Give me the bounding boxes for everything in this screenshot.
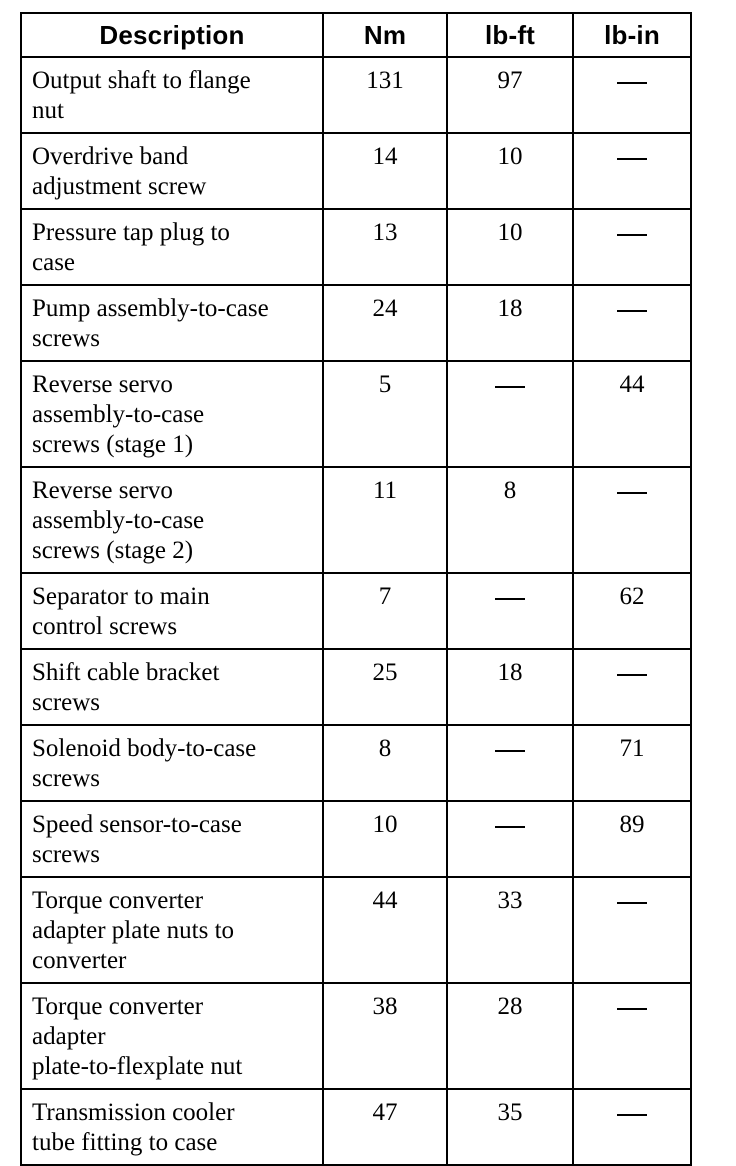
lb-ft-value	[447, 725, 573, 801]
table-row	[21, 1089, 691, 1165]
description-line: adjustment screw	[32, 173, 207, 200]
lb-in-value: 71	[573, 725, 691, 801]
header-row	[21, 13, 691, 57]
table-row	[21, 467, 691, 573]
description-line: Speed sensor-to-case	[32, 811, 242, 838]
table-row	[21, 133, 691, 209]
table-row	[21, 877, 691, 983]
lb-ft-value	[447, 361, 573, 467]
description-cell	[21, 467, 323, 573]
description-cell	[21, 361, 323, 467]
table-row	[21, 285, 691, 361]
lb-ft-value: 18	[447, 649, 573, 725]
not-applicable-dash	[617, 82, 647, 84]
description-line: adapter plate nuts to	[32, 917, 235, 944]
description-line: Transmission cooler	[32, 1099, 235, 1126]
description-line: screws	[32, 325, 101, 352]
not-applicable-dash	[617, 1114, 647, 1116]
nm-value: 11	[323, 467, 447, 573]
lb-in-value	[573, 649, 691, 725]
lb-ft-value: 97	[447, 57, 573, 133]
lb-ft-value: 10	[447, 209, 573, 285]
description-line: control screws	[32, 613, 178, 640]
header-description: Description	[21, 13, 323, 57]
description-line: plate-to-flexplate nut	[32, 1053, 243, 1080]
description-line: Torque converter	[32, 993, 204, 1020]
table-row	[21, 801, 691, 877]
header-lb-in: lb-in	[573, 13, 691, 57]
table-row	[21, 361, 691, 467]
description-cell	[21, 1089, 323, 1165]
table-row	[21, 57, 691, 133]
description-cell	[21, 285, 323, 361]
description-line: screws (stage 1)	[32, 431, 194, 458]
table-row	[21, 209, 691, 285]
nm-value: 47	[323, 1089, 447, 1165]
description-line: Pressure tap plug to	[32, 219, 230, 246]
description-line: case	[32, 249, 76, 276]
nm-value: 10	[323, 801, 447, 877]
lb-ft-value	[447, 573, 573, 649]
description-cell	[21, 877, 323, 983]
nm-value: 7	[323, 573, 447, 649]
header-nm: Nm	[323, 13, 447, 57]
table-row	[21, 573, 691, 649]
lb-ft-value: 33	[447, 877, 573, 983]
not-applicable-dash	[617, 158, 647, 160]
nm-value: 5	[323, 361, 447, 467]
lb-in-value	[573, 57, 691, 133]
lb-in-value: 62	[573, 573, 691, 649]
description-line: assembly-to-case	[32, 507, 205, 534]
description-line: Reverse servo	[32, 477, 173, 504]
not-applicable-dash	[495, 598, 525, 600]
lb-in-value	[573, 983, 691, 1089]
not-applicable-dash	[617, 1008, 647, 1010]
lb-in-value: 89	[573, 801, 691, 877]
description-line: Reverse servo	[32, 371, 173, 398]
description-line: assembly-to-case	[32, 401, 205, 428]
table-row	[21, 649, 691, 725]
not-applicable-dash	[495, 750, 525, 752]
lb-ft-value: 10	[447, 133, 573, 209]
description-cell	[21, 57, 323, 133]
table-row	[21, 725, 691, 801]
nm-value: 13	[323, 209, 447, 285]
nm-value: 24	[323, 285, 447, 361]
description-line: nut	[32, 97, 64, 124]
description-line: Output shaft to flange	[32, 67, 251, 94]
lb-in-value	[573, 1089, 691, 1165]
description-line: screws	[32, 841, 101, 868]
lb-ft-value: 18	[447, 285, 573, 361]
nm-value: 25	[323, 649, 447, 725]
description-line: Shift cable bracket	[32, 659, 220, 686]
description-line: Solenoid body-to-case	[32, 735, 257, 762]
lb-in-value	[573, 209, 691, 285]
not-applicable-dash	[495, 386, 525, 388]
table-body	[21, 57, 691, 1165]
description-line: Overdrive band	[32, 143, 189, 170]
description-line: screws (stage 2)	[32, 537, 194, 564]
description-line: Pump assembly-to-case	[32, 295, 269, 322]
nm-value: 38	[323, 983, 447, 1089]
torque-spec-table	[20, 12, 692, 1166]
not-applicable-dash	[617, 674, 647, 676]
description-line: tube fitting to case	[32, 1129, 218, 1156]
description-line: adapter	[32, 1023, 106, 1050]
not-applicable-dash	[617, 492, 647, 494]
lb-in-value	[573, 285, 691, 361]
table-row	[21, 983, 691, 1089]
nm-value: 44	[323, 877, 447, 983]
lb-ft-value: 28	[447, 983, 573, 1089]
description-line: converter	[32, 947, 127, 974]
description-cell	[21, 983, 323, 1089]
description-cell	[21, 801, 323, 877]
description-cell	[21, 133, 323, 209]
description-cell	[21, 725, 323, 801]
lb-ft-value	[447, 801, 573, 877]
not-applicable-dash	[495, 826, 525, 828]
header-lb-ft: lb-ft	[447, 13, 573, 57]
description-cell	[21, 573, 323, 649]
lb-in-value: 44	[573, 361, 691, 467]
nm-value: 14	[323, 133, 447, 209]
nm-value: 131	[323, 57, 447, 133]
description-cell	[21, 649, 323, 725]
description-line: screws	[32, 765, 101, 792]
lb-in-value	[573, 467, 691, 573]
description-line: Torque converter	[32, 887, 204, 914]
not-applicable-dash	[617, 234, 647, 236]
lb-in-value	[573, 133, 691, 209]
description-line: screws	[32, 689, 101, 716]
not-applicable-dash	[617, 310, 647, 312]
not-applicable-dash	[617, 902, 647, 904]
nm-value: 8	[323, 725, 447, 801]
lb-ft-value: 35	[447, 1089, 573, 1165]
lb-in-value	[573, 877, 691, 983]
description-line: Separator to main	[32, 583, 210, 610]
lb-ft-value: 8	[447, 467, 573, 573]
description-cell	[21, 209, 323, 285]
